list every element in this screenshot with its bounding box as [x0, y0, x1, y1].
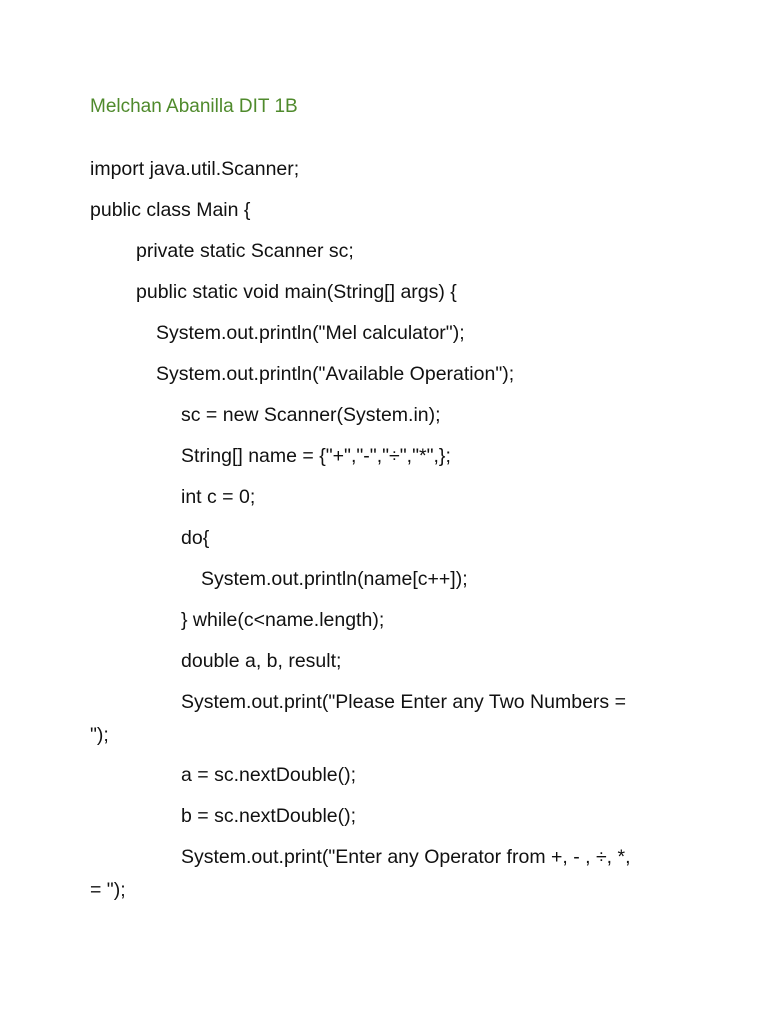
code-line-3: private static Scanner sc;: [136, 240, 354, 262]
code-line-2: public class Main {: [90, 199, 251, 221]
code-line-13: double a, b, result;: [181, 650, 342, 672]
code-line-7: sc = new Scanner(System.in);: [181, 404, 441, 426]
code-line-9: int c = 0;: [181, 486, 256, 508]
code-line-19: = ");: [90, 879, 126, 901]
code-line-6: System.out.println("Available Operation");: [156, 363, 515, 385]
code-line-1: import java.util.Scanner;: [90, 158, 300, 180]
code-line-14: System.out.print("Please Enter any Two Numbers =: [181, 691, 626, 713]
document-heading: Melchan Abanilla DIT 1B: [90, 96, 298, 117]
code-line-17: b = sc.nextDouble();: [181, 805, 357, 827]
code-line-10: do{: [181, 527, 210, 549]
code-line-8: String[] name = {"+","-","÷","*",};: [181, 445, 451, 467]
code-line-4: public static void main(String[] args) {: [136, 281, 457, 303]
code-line-12: } while(c<name.length);: [181, 609, 385, 631]
code-line-16: a = sc.nextDouble();: [181, 764, 357, 786]
code-line-11: System.out.println(name[c++]);: [201, 568, 468, 590]
code-line-18: System.out.print("Enter any Operator from +, - , ÷, *,: [181, 846, 631, 868]
code-line-5: System.out.println("Mel calculator");: [156, 322, 465, 344]
code-line-15: ");: [90, 724, 109, 746]
